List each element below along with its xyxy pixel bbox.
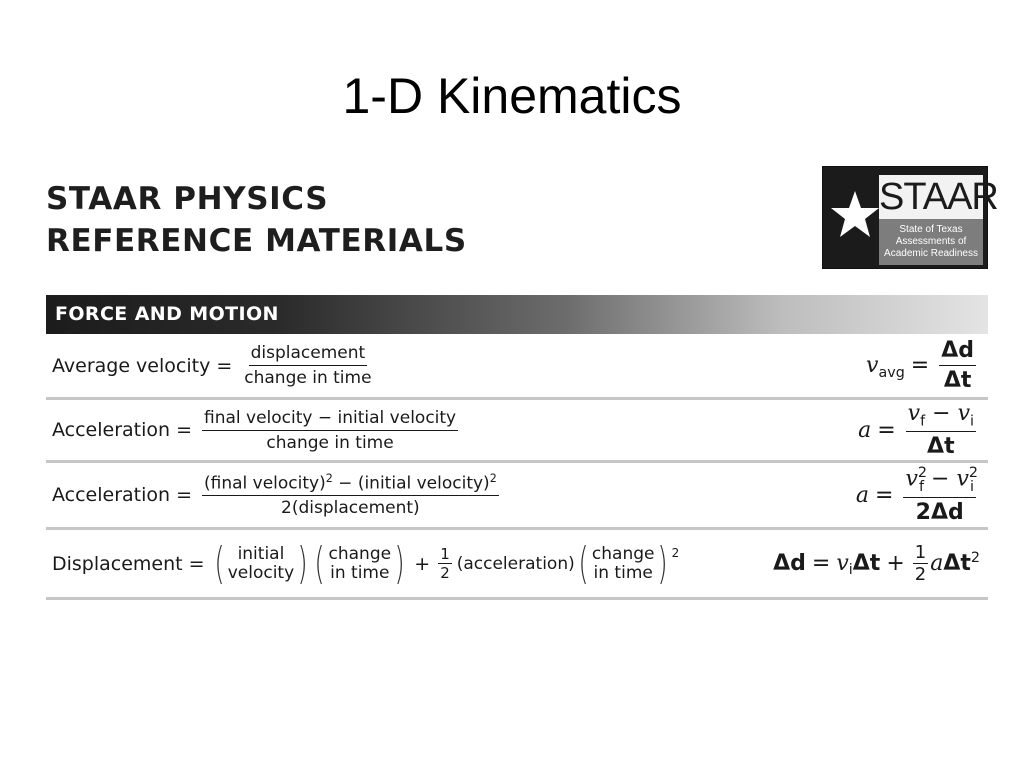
minus-sign: −	[932, 400, 958, 426]
symbol-a: a	[930, 551, 944, 576]
equals-sign: =	[176, 419, 192, 441]
equals-sign: =	[875, 482, 894, 508]
formula-words	[52, 400, 462, 460]
formula-label: Acceleration	[52, 484, 171, 506]
heading-line-2: REFERENCE MATERIALS	[46, 223, 467, 259]
formula-label: Average velocity	[52, 354, 211, 377]
formula-symbols	[866, 334, 980, 397]
fraction-numerator: displacement	[249, 343, 368, 366]
exponent: 2	[325, 471, 333, 485]
half-denominator: 2	[440, 564, 450, 582]
group-bottom: velocity	[227, 562, 295, 583]
symbol-fraction	[939, 338, 976, 393]
symbol-delta-d: Δd	[773, 551, 806, 576]
symbol-delta-t-squared: Δt	[943, 551, 971, 576]
exponent: 2	[970, 549, 980, 566]
group-top: change	[591, 543, 655, 564]
equals-sign: =	[176, 484, 192, 506]
logo-wordmark: STAAR	[879, 176, 998, 218]
numerator-final: (final velocity)	[204, 473, 326, 494]
slide-title: 1-D Kinematics	[342, 68, 682, 124]
group-top: initial	[237, 543, 285, 564]
symbol-sub-f: f	[918, 478, 925, 495]
fraction-denominator: change in time	[244, 368, 372, 388]
equals-sign: =	[216, 354, 233, 377]
group-top: change	[328, 543, 392, 564]
symbol-denominator: Δt	[927, 434, 955, 460]
symbol-a: a	[858, 417, 872, 443]
formula-words	[52, 463, 503, 527]
symbol-denominator: 2Δd	[915, 499, 964, 525]
symbol-a: a	[855, 482, 869, 508]
word-fraction	[202, 472, 499, 519]
equals-sign: =	[910, 353, 930, 378]
equals-sign: =	[188, 552, 205, 575]
symbol-sub-i: i	[970, 413, 974, 430]
group-change-in-time-squared: ( change in time ) 2	[578, 537, 680, 589]
symbol-vf: v	[905, 466, 918, 492]
formula-symbols	[858, 400, 980, 460]
minus-sign: −	[931, 466, 957, 492]
acceleration-word: (acceleration)	[456, 553, 575, 574]
symbol-sub-i: i	[848, 561, 853, 578]
group-initial-velocity: ( initial velocity )	[213, 537, 308, 589]
fraction-denominator: change in time	[266, 432, 394, 453]
star-icon	[829, 189, 881, 241]
symbol-delta-t: Δt	[852, 551, 881, 576]
symbol-vi: v	[956, 466, 969, 492]
symbol-denominator: Δt	[943, 368, 972, 393]
symbol-fraction	[903, 465, 979, 525]
formula-symbols	[773, 530, 980, 597]
formula-words	[52, 334, 378, 397]
symbol-vf: v	[907, 400, 921, 426]
symbol-fraction	[906, 401, 976, 459]
heading-line-1: STAAR PHYSICS	[46, 181, 329, 217]
fraction-denominator: 2(displacement)	[281, 498, 420, 519]
staar-logo	[822, 166, 998, 269]
exponent: 2	[917, 465, 927, 482]
formula-row-acceleration	[46, 400, 988, 463]
formula-label: Acceleration	[52, 419, 171, 441]
half-numerator: 1	[914, 542, 927, 563]
fraction-numerator	[202, 472, 499, 497]
numerator-initial: (initial velocity)	[357, 473, 490, 494]
symbol-numerator	[903, 465, 979, 498]
one-half	[438, 545, 452, 582]
fraction-numerator: final velocity − initial velocity	[202, 408, 458, 431]
symbol-numerator: Δd	[939, 338, 976, 366]
word-fraction	[202, 408, 458, 453]
half-numerator: 1	[440, 545, 450, 563]
half-denominator: 2	[914, 564, 927, 585]
formula-row-acceleration-squared	[46, 463, 988, 530]
symbol-numerator	[906, 401, 976, 432]
formula-label: Displacement	[52, 552, 183, 575]
minus-sign: −	[338, 473, 358, 494]
section-bar: FORCE AND MOTION	[46, 295, 988, 334]
symbol-sub-i: i	[970, 478, 974, 495]
symbol-vi: v	[836, 551, 849, 576]
equals-sign: =	[811, 551, 831, 576]
logo-sub-line-2: Assessments of	[895, 236, 967, 247]
plus-sign: +	[414, 552, 431, 575]
formula-row-displacement	[46, 530, 988, 600]
exponent: 2	[489, 471, 497, 485]
logo-sub-line-3: Academic Readiness	[884, 248, 978, 259]
word-fraction	[242, 343, 373, 388]
exponent: 2	[671, 545, 680, 560]
group-bottom: in time	[330, 562, 390, 583]
group-bottom: in time	[593, 562, 653, 583]
equals-sign: =	[877, 417, 896, 443]
formula-words	[52, 530, 679, 597]
plus-sign: +	[886, 551, 905, 576]
exponent: 2	[968, 465, 979, 482]
reference-heading	[46, 178, 467, 262]
logo-sub-line-1: State of Texas	[899, 224, 963, 235]
formula-symbols	[856, 463, 980, 527]
symbol-vi: v	[957, 400, 971, 426]
symbol-sub-avg: avg	[878, 364, 905, 381]
logo-subtitle	[879, 219, 983, 265]
group-change-in-time: ( change in time )	[314, 537, 405, 589]
formula-row-average-velocity	[46, 334, 988, 400]
symbol-sub-f: f	[920, 413, 926, 430]
symbol-v: v	[866, 353, 879, 378]
one-half	[913, 542, 928, 585]
